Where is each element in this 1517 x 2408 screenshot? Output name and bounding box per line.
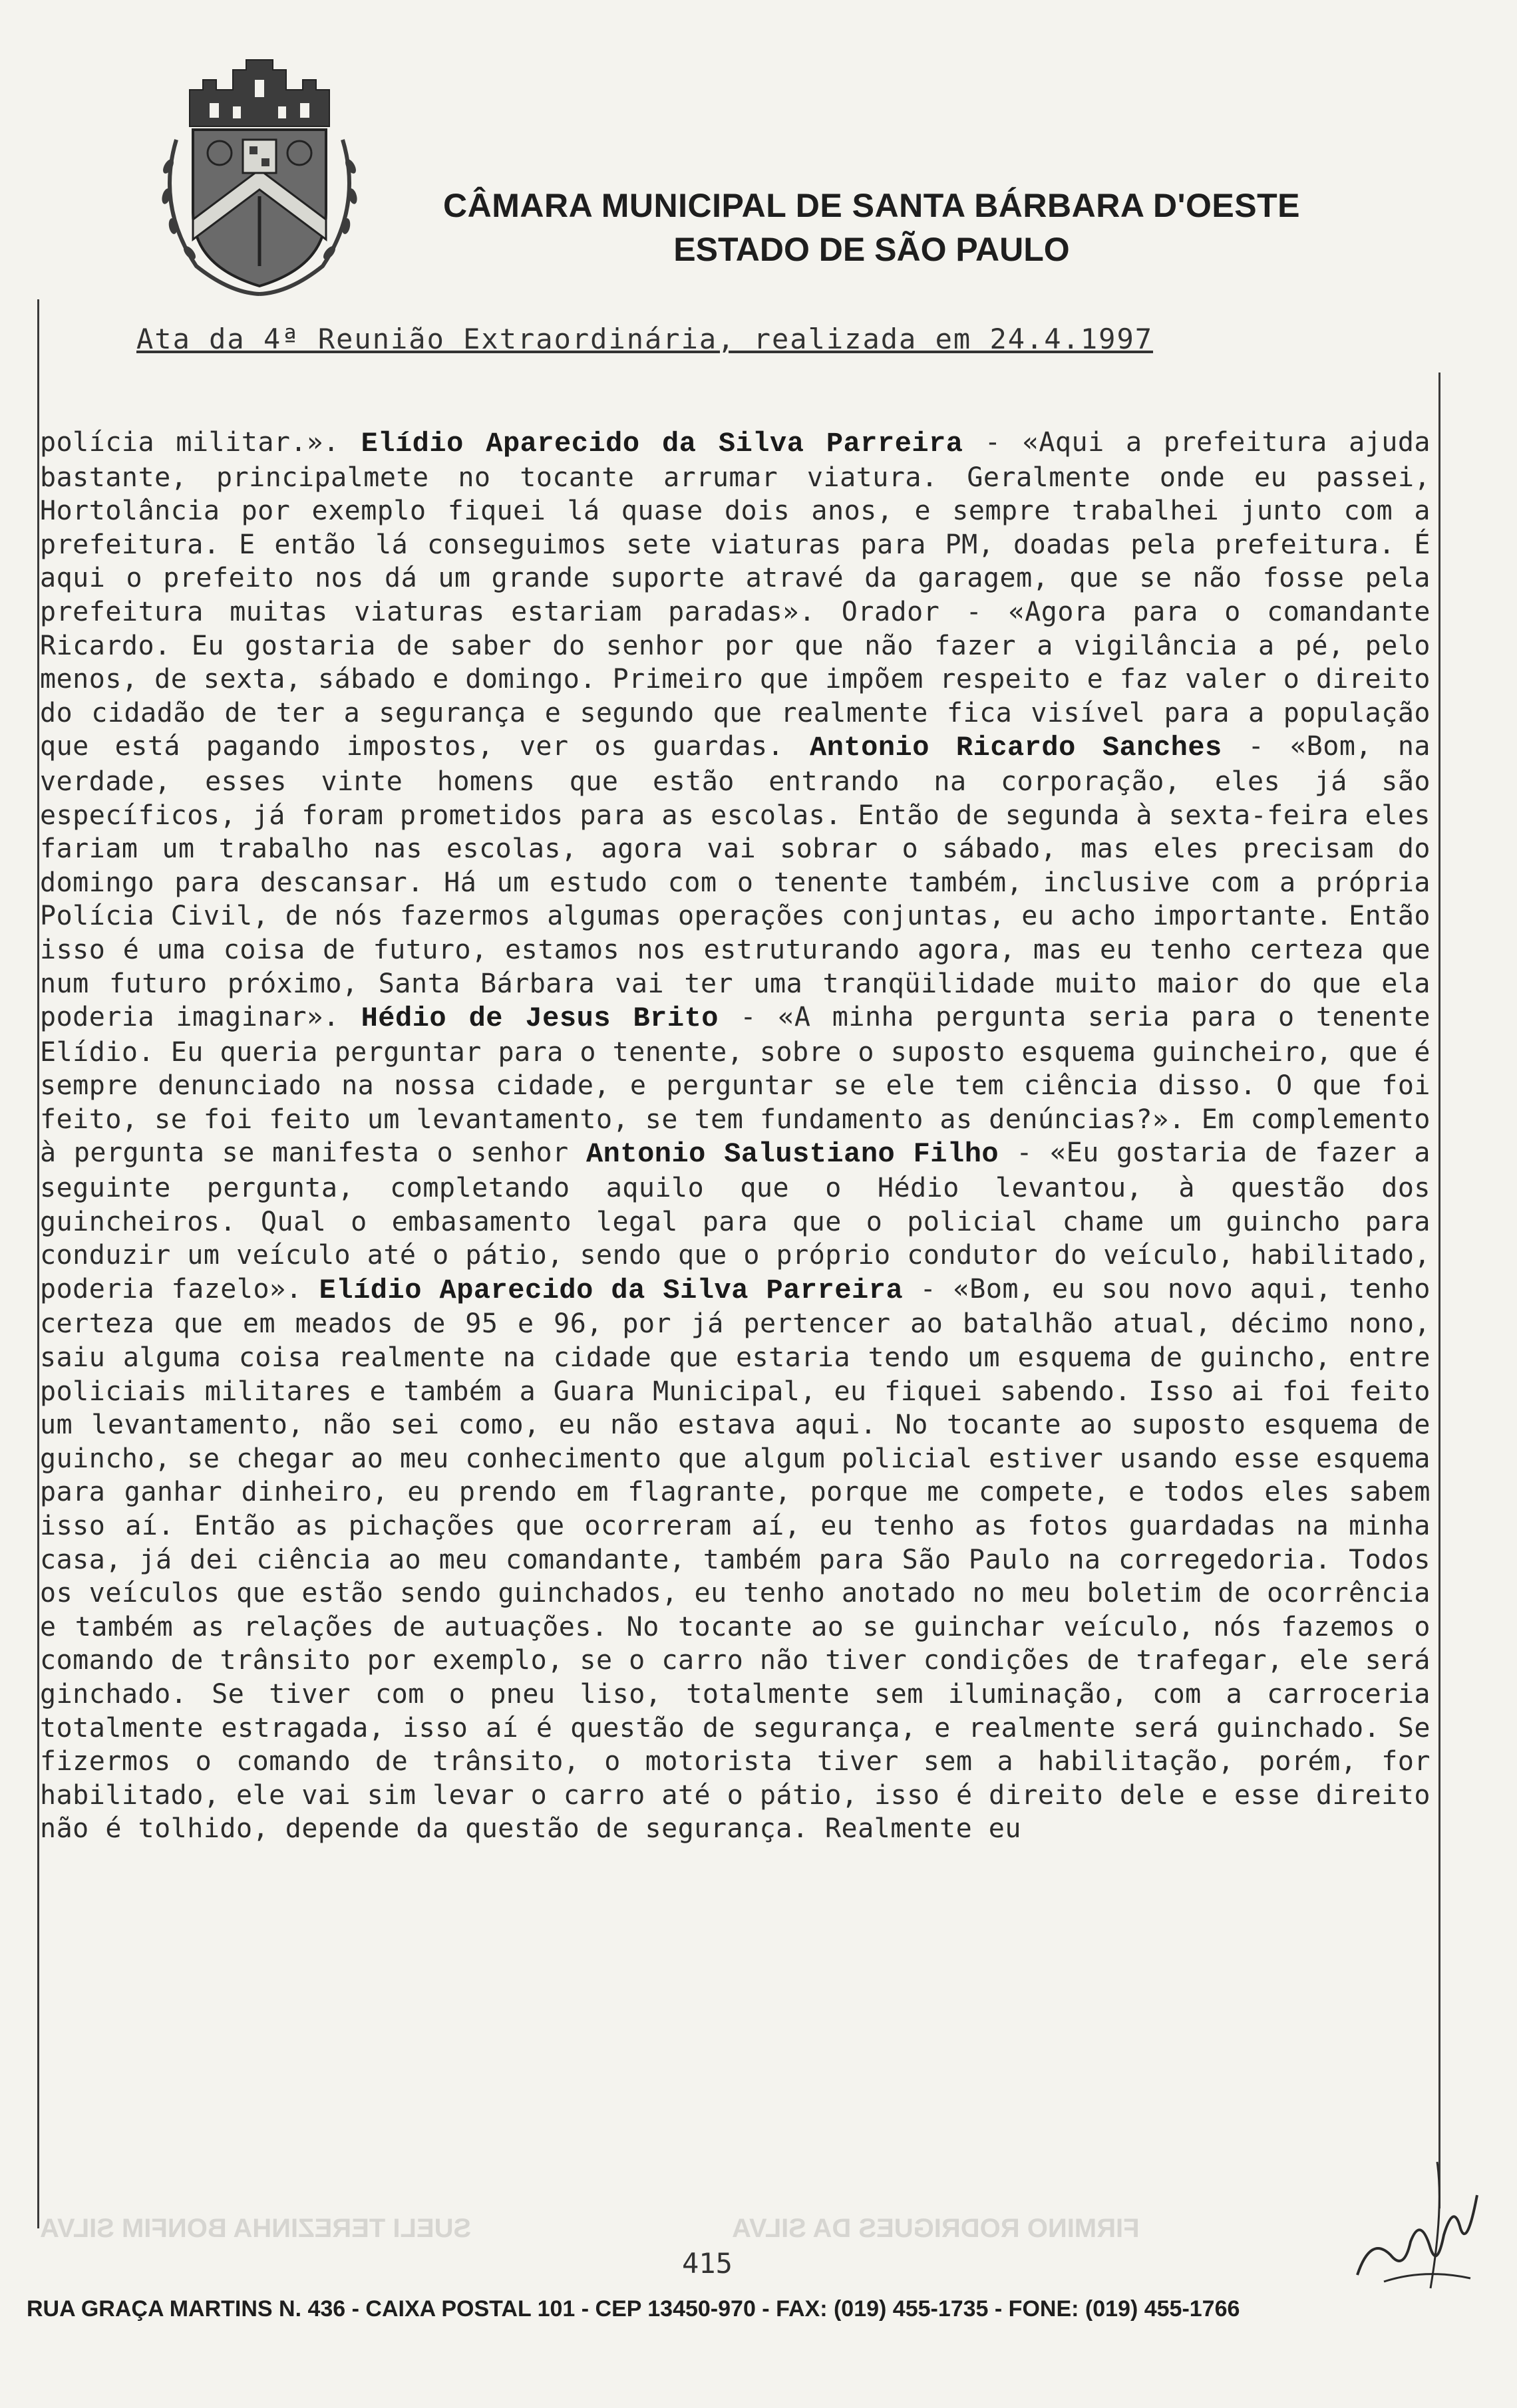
speaker-name: Antonio Salustiano Filho xyxy=(586,1138,999,1171)
body-segment: - «Bom, na verdade, esses vinte homens que estão entrando na corporação, eles já são específicos, já foram prometidos para as escolas. Então de segunda à sexta-feira eles fariam um trabalho nas escolas, agora vai sobrar o sábado, mas eles precisam do domingo para descansar. Há um estudo com o tenente também, inclusive com a própria Polícia Civil, de nós fazermos algumas operações conjuntas, eu acho importante. Então isso é uma coisa de futuro, estamos nos estruturando agora, mas eu tenho certeza que num futuro próximo, Santa Bárbara vai ter uma tranqüilidade muito maior do que ela poderia imaginar». xyxy=(40,731,1431,1033)
right-margin-rule xyxy=(1438,373,1440,2208)
speaker-name: Elídio Aparecido da Silva Parreira xyxy=(319,1274,904,1306)
letterhead xyxy=(413,186,1331,269)
speaker-name: Hédio de Jesus Brito xyxy=(361,1002,719,1035)
left-margin-rule xyxy=(37,299,39,2228)
body-segment: - «Aqui a prefeitura ajuda bastante, principalmete no tocante arrumar viatura. Geralmente onde eu passei, Hortolância por exemplo fiquei lá quase dois anos, e sempre trabalhei junto com a prefeitura. E então lá conseguimos sete viaturas para PM, doadas pela prefeitura. É aqui o prefeito nos dá um grande suporte atravé da garagem, que se não fosse pela prefeitura muitas viaturas estariam paradas». Orador - «Agora para o comandante Ricardo. Eu gostaria de saber do senhor por que não fazer a vigilância a pé, pelo menos, de sexta, sábado e domingo. Primeiro que impõem respeito e faz valer o direito do cidadão de ter a segurança e segundo que realmente fica visível para a população que está pagando impostos, ver os guardas. xyxy=(40,427,1431,762)
minutes-title: Ata da 4ª Reunião Extraordinária, realizada em 24.4.1997 xyxy=(136,323,1154,355)
body-segment: - «A minha pergunta seria para o tenente Elídio. Eu queria perguntar para o tenente, sobre o suposto esquema guincheiro, que é sempre denunciado na nossa cidade, e perguntar se ele tem ciência disso. O que foi feito, se foi feito um levantamento, se tem fundamento as denúncias?». Em complemento à pergunta se manifesta o senhor xyxy=(40,1002,1431,1169)
minutes-body xyxy=(40,426,1431,1846)
speaker-name: Antonio Ricardo Sanches xyxy=(810,732,1222,764)
bleed-through-left: FIRMINO RODRIGUES DA SILVA xyxy=(732,2214,1140,2243)
institution-name: CÂMARA MUNICIPAL DE SANTA BÁRBARA D'OESTE xyxy=(443,187,1300,224)
handwritten-signature xyxy=(1344,2155,1490,2302)
body-segment: - «Bom, eu sou novo aqui, tenho certeza que em meados de 95 e 96, por já pertencer ao batalhão atual, décimo nono, saiu alguma coisa realmente na cidade que estaria tendo um esquema de guincho, entre policiais militares e também a Guara Municipal, eu fiquei sabendo. Isso ai foi feito um levantamento, não sei como, eu não estava aqui. No tocante ao suposto esquema de guincho, se chegar ao meu conhecimento que algum policial estiver usando esse esquema para ganhar dinheiro, eu prendo em flagrante, porque me compete, e todos eles sabem isso aí. Então as pichações que ocorreram aí, eu tenho as fotos guardadas na minha casa, já dei ciência ao meu comandante, também para São Paulo na corregedoria. Todos os veículos que estão sendo guinchados, eu tenho anotado no meu boletim de ocorrência e também as relações de autuações. No tocante ao se guinchar veículo, nós fazemos o comando de trânsito por exemplo, se o carro não tiver condições de trafegar, ele será ginchado. Se tiver com o pneu liso, totalmente sem iluminação, com a carroceria totalmente estragada, isso aí é questão de segurança, e realmente será guinchado. Se fizermos o comando de trânsito, o motorista tiver sem a habilitação, porém, for habilitado, ele vai sim levar o carro até o pátio, isso é direito dele e esse direito não é tolhido, depende da questão de segurança. Realmente eu xyxy=(40,1273,1431,1845)
state-name: ESTADO DE SÃO PAULO xyxy=(673,231,1070,268)
municipal-coat-of-arms xyxy=(150,53,369,299)
body-segment: polícia militar.». xyxy=(40,427,361,458)
bleed-through-right: SUELI TEREZINHA BONFIM SILVA xyxy=(40,2214,472,2243)
footer-address: RUA GRAÇA MARTINS N. 436 - CAIXA POSTAL 101 - CEP 13450-970 - FAX: (019) 455-1735 - FONE: (019) 455-1766 xyxy=(27,2296,1240,2322)
shield xyxy=(193,130,326,286)
body-segment: - «Eu gostaria de fazer a seguinte pergunta, completando aquilo que o Hédio levantou, à questão dos guincheiros. Qual o embasamento legal para que o policial chame um guincho para conduzir um veículo até o pátio, sendo que o próprio condutor do veículo, habilitado, poderia fazelo». xyxy=(40,1137,1431,1304)
speaker-name: Elídio Aparecido da Silva Parreira xyxy=(361,428,963,460)
page-number: 415 xyxy=(682,2247,733,2280)
